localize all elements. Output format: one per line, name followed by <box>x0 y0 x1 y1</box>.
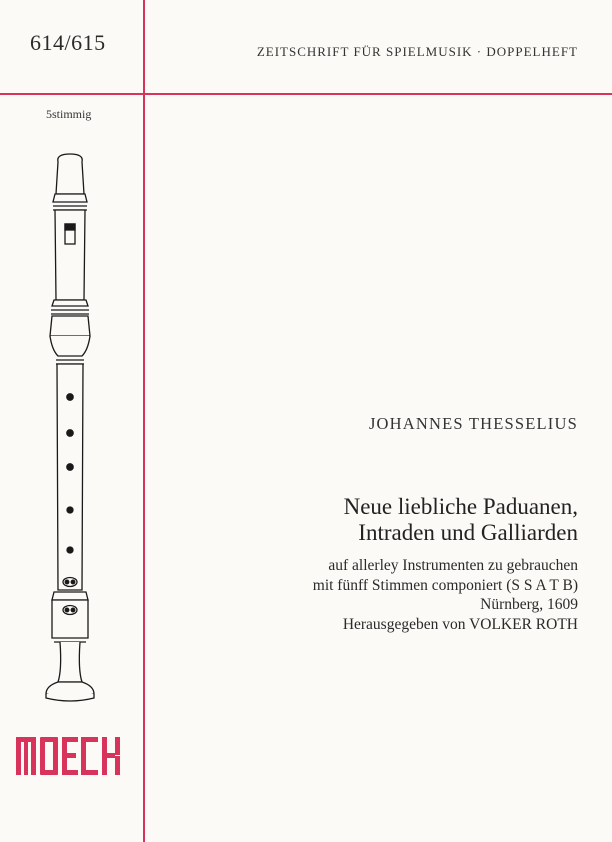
publication-line: Nürnberg, 1609 <box>480 596 578 613</box>
voices-label: 5stimmig <box>46 107 92 121</box>
work-details <box>160 556 578 634</box>
title-line: Intraden und Galliarden <box>358 520 578 545</box>
work-title <box>160 494 578 546</box>
editor-line: Herausgegeben von VOLKER ROTH <box>342 615 578 633</box>
composer-name: JOHANNES THESSELIUS <box>368 414 578 433</box>
horizontal-accent-rule <box>0 93 612 95</box>
subtitle-line: mit fünff Stimmen componiert (S S A T B) <box>312 576 578 594</box>
vertical-accent-rule <box>143 0 145 842</box>
moeck-logo <box>14 735 124 777</box>
recorder-icon <box>36 150 104 710</box>
catalog-number: 614/615 <box>30 30 106 55</box>
subtitle-line: auf allerley Instrumenten zu gebrauchen <box>328 557 578 574</box>
title-line: Neue liebliche Paduanen, <box>343 494 578 519</box>
series-title: ZEITSCHRIFT FÜR SPIELMUSIK · DOPPELHEFT <box>256 44 578 59</box>
